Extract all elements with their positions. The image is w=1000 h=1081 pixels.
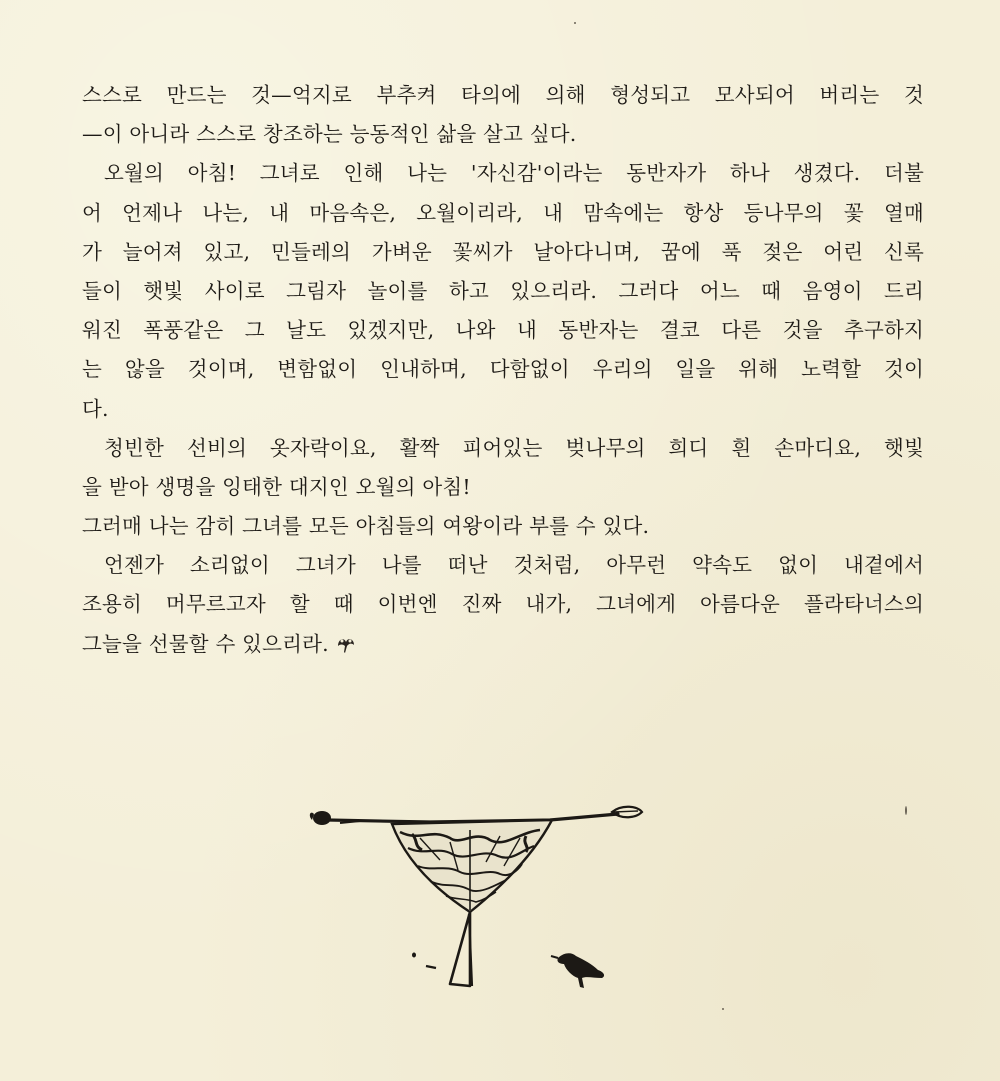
text-line: 워진 폭풍같은 그 날도 있겠지만, 나와 내 동반자는 결코 다른 것을 추구하지 — [82, 318, 924, 343]
text-line: 오월의 아침! 그녀로 인해 나는 '자신감'이라는 동반자가 하나 생겼다. 더불 — [104, 161, 924, 186]
text-line: 청빈한 선비의 옷자락이요, 활짝 피어있는 벚나무의 희디 흰 손마디요, 햇빛 — [104, 435, 924, 460]
text-line: 는 않을 것이며, 변함없이 인내하며, 다함없이 우리의 일을 위해 노력할 것이 — [82, 357, 924, 382]
text-line: 조용히 머무르고자 할 때 이번엔 진짜 내가, 그녀에게 아름다운 플라타너스의 — [82, 592, 924, 617]
tree-and-bird-drawing — [300, 790, 660, 1005]
text-line: 다. — [82, 396, 109, 421]
paper-speck — [722, 1008, 724, 1010]
text-line: —이 아니라 스스로 창조하는 능동적인 삶을 살고 싶다. — [82, 122, 577, 147]
text-line: 들이 햇빛 사이로 그림자 놀이를 하고 있으리라. 그러다 어느 때 음영이 드리 — [82, 278, 924, 303]
paper-speck — [905, 806, 907, 815]
essay-text — [82, 76, 924, 664]
text-line: 어 언제나 나는, 내 마음속은, 오월이리라, 내 맘속에는 항상 등나무의 꽃 열매 — [82, 200, 924, 225]
text-line-with-ornament — [82, 625, 924, 664]
leaf-ornament-icon — [335, 628, 357, 648]
text-line: 을 받아 생명을 잉태한 대지인 오월의 아침! — [82, 474, 471, 499]
text-line: 그러매 나는 감히 그녀를 모든 아침들의 여왕이라 부를 수 있다. — [82, 514, 650, 539]
paper-speck — [574, 22, 576, 24]
text-line: 스스로 만드는 것—억지로 부추켜 타의에 의해 형성되고 모사되어 버리는 것 — [82, 83, 924, 107]
text-line: 언젠가 소리없이 그녀가 나를 떠난 것처럼, 아무런 약속도 없이 내곁에서 — [104, 553, 924, 578]
text-line: 그늘을 선물할 수 있으리라. — [82, 631, 329, 656]
text-line: 가 늘어져 있고, 민들레의 가벼운 꽃씨가 날아다니며, 꿈에 푹 젖은 어린 신록 — [82, 239, 924, 264]
